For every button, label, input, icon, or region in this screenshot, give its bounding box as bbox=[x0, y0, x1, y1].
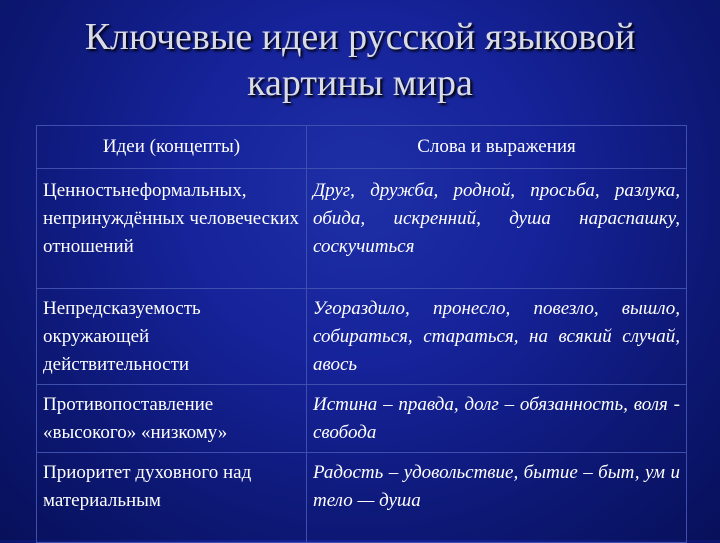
table-row bbox=[37, 289, 687, 385]
idea-text: Противопоставление «высокого» «низкому» bbox=[43, 394, 228, 443]
words-cell bbox=[307, 385, 687, 453]
words-text: Истина – правда, долг – обязанность, воля - свобода bbox=[313, 394, 680, 443]
words-text: Друг, дружба, родной, просьба, разлука, обида, искренний, душа нараспашку, соскучиться bbox=[313, 180, 680, 257]
table-row bbox=[37, 385, 687, 453]
table-row bbox=[37, 453, 687, 543]
idea-cell bbox=[37, 169, 307, 289]
table-header-row bbox=[37, 126, 687, 169]
idea-cell bbox=[37, 453, 307, 543]
idea-cell bbox=[37, 385, 307, 453]
idea-text: Ценностьнеформальных, непринуждённых человеческих отношений bbox=[43, 180, 300, 257]
words-cell bbox=[307, 453, 687, 543]
words-cell bbox=[307, 169, 687, 289]
idea-cell bbox=[37, 289, 307, 385]
header-ideas: Идеи (концепты) bbox=[37, 126, 307, 169]
idea-text: Непредсказуемость окружающей действительности bbox=[43, 298, 201, 375]
slide-title bbox=[0, 14, 720, 106]
slide-title-line-1: Ключевые идеи русской языковой bbox=[84, 16, 636, 58]
table-row bbox=[37, 169, 687, 289]
words-text: Радость – удовольствие, бытие – быт, ум и тело — душа bbox=[313, 462, 680, 511]
words-text: Угораздило, пронесло, повезло, вышло, собираться, стараться, на всякий случай, авось bbox=[313, 298, 680, 375]
ideas-table bbox=[36, 125, 687, 543]
header-words: Слова и выражения bbox=[307, 126, 687, 169]
words-cell bbox=[307, 289, 687, 385]
idea-text: Приоритет духовного над материальным bbox=[43, 462, 252, 511]
slide-title-line-2: картины мира bbox=[247, 62, 473, 104]
